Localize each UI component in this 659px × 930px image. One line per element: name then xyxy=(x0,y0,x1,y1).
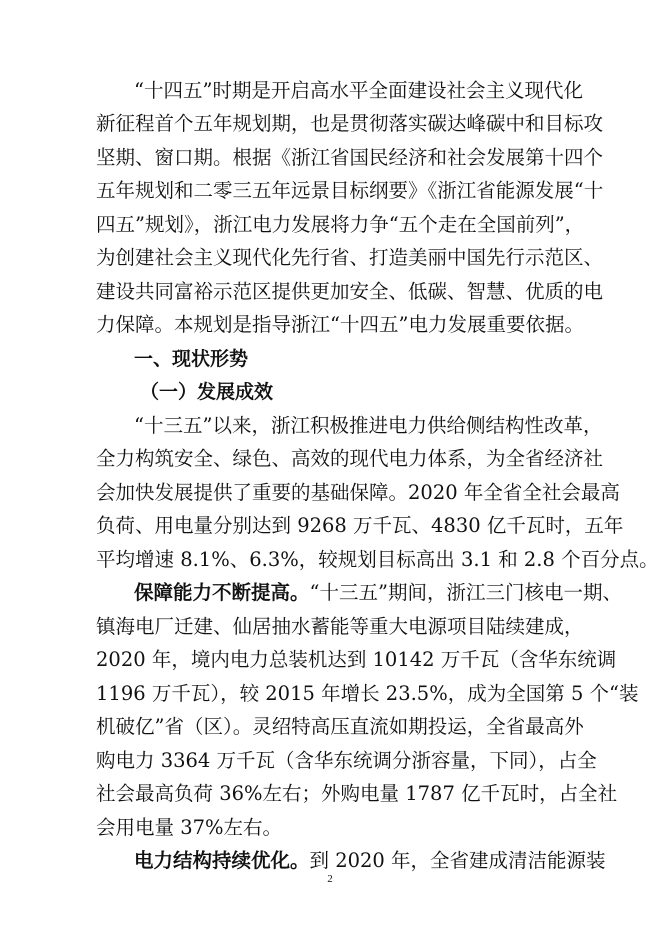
achievements-line-1: “十三五”以来，浙江积极推进电力供给侧结构性改革， xyxy=(134,413,603,437)
achievements-line-5: 平均增速 8.1%、6.3%，较规划目标高出 3.1 和 2.8 个百分点。 xyxy=(96,547,659,571)
capacity-line-2: 镇海电厂迁建、仙居抽水蓄能等重大电源项目陆续建成， xyxy=(96,614,584,638)
structure-line-1 xyxy=(134,848,606,874)
structure-heading: 电力结构持续优化。 xyxy=(134,849,310,872)
intro-line-3: 坚期、窗口期。根据《浙江省国民经济和社会发展第十四个 xyxy=(96,145,604,169)
subsection-heading: （一）发展成效 xyxy=(140,381,274,404)
achievements-line-3: 会加快发展提供了重要的基础保障。2020 年全省全社会最高 xyxy=(96,480,620,504)
intro-line-1: “十四五”时期是开启高水平全面建设社会主义现代化 xyxy=(134,79,583,102)
capacity-line-7: 社会最高负荷 36%左右；外购电量 1787 亿千瓦时，占全社 xyxy=(96,782,618,806)
capacity-line-5: 机破亿”省（区）。灵绍特高压直流如期投运，全省最高外 xyxy=(96,715,584,739)
structure-line-1-text: 到 2020 年，全省建成清洁能源装 xyxy=(309,849,606,872)
intro-line-5: 四五”规划》，浙江电力发展将力争“五个走在全国前列”， xyxy=(96,212,585,236)
achievements-line-4: 负荷、用电量分别达到 9268 万千瓦、4830 亿千瓦时，五年 xyxy=(96,514,624,538)
intro-line-6: 为创建社会主义现代化先行省、打造美丽中国先行示范区、 xyxy=(96,246,604,270)
capacity-line-4: 1196 万千瓦），较 2015 年增长 23.5%，成为全国第 5 个“装 xyxy=(96,681,639,705)
capacity-line-8: 会用电量 37%左右。 xyxy=(96,815,283,839)
intro-line-4: 五年规划和二零三五年远景目标纲要》《浙江省能源发展“十 xyxy=(96,179,604,203)
intro-line-7: 建设共同富裕示范区提供更加安全、低碳、智慧、优质的电 xyxy=(96,279,604,303)
intro-line-2: 新征程首个五年规划期，也是贯彻落实碳达峰碳中和目标攻 xyxy=(96,112,604,136)
intro-line-8: 力保障。本规划是指导浙江“十四五”电力发展重要依据。 xyxy=(96,313,584,337)
capacity-line-1-text: “十三五”期间，浙江三门核电一期、 xyxy=(309,581,622,605)
capacity-line-3: 2020 年，境内电力总装机达到 10142 万千瓦（含华东统调 xyxy=(96,648,617,672)
section-heading: 一、现状形势 xyxy=(134,347,249,370)
achievements-line-2: 全力构筑安全、绿色、高效的现代电力体系，为全省经济社 xyxy=(96,447,604,471)
capacity-line-6: 购电力 3364 万千瓦（含华东统调分浙容量，下同），占全 xyxy=(96,748,597,772)
capacity-line-1 xyxy=(134,580,622,606)
capacity-heading: 保障能力不断提高。 xyxy=(134,581,310,605)
page-number: 2 xyxy=(327,873,333,885)
